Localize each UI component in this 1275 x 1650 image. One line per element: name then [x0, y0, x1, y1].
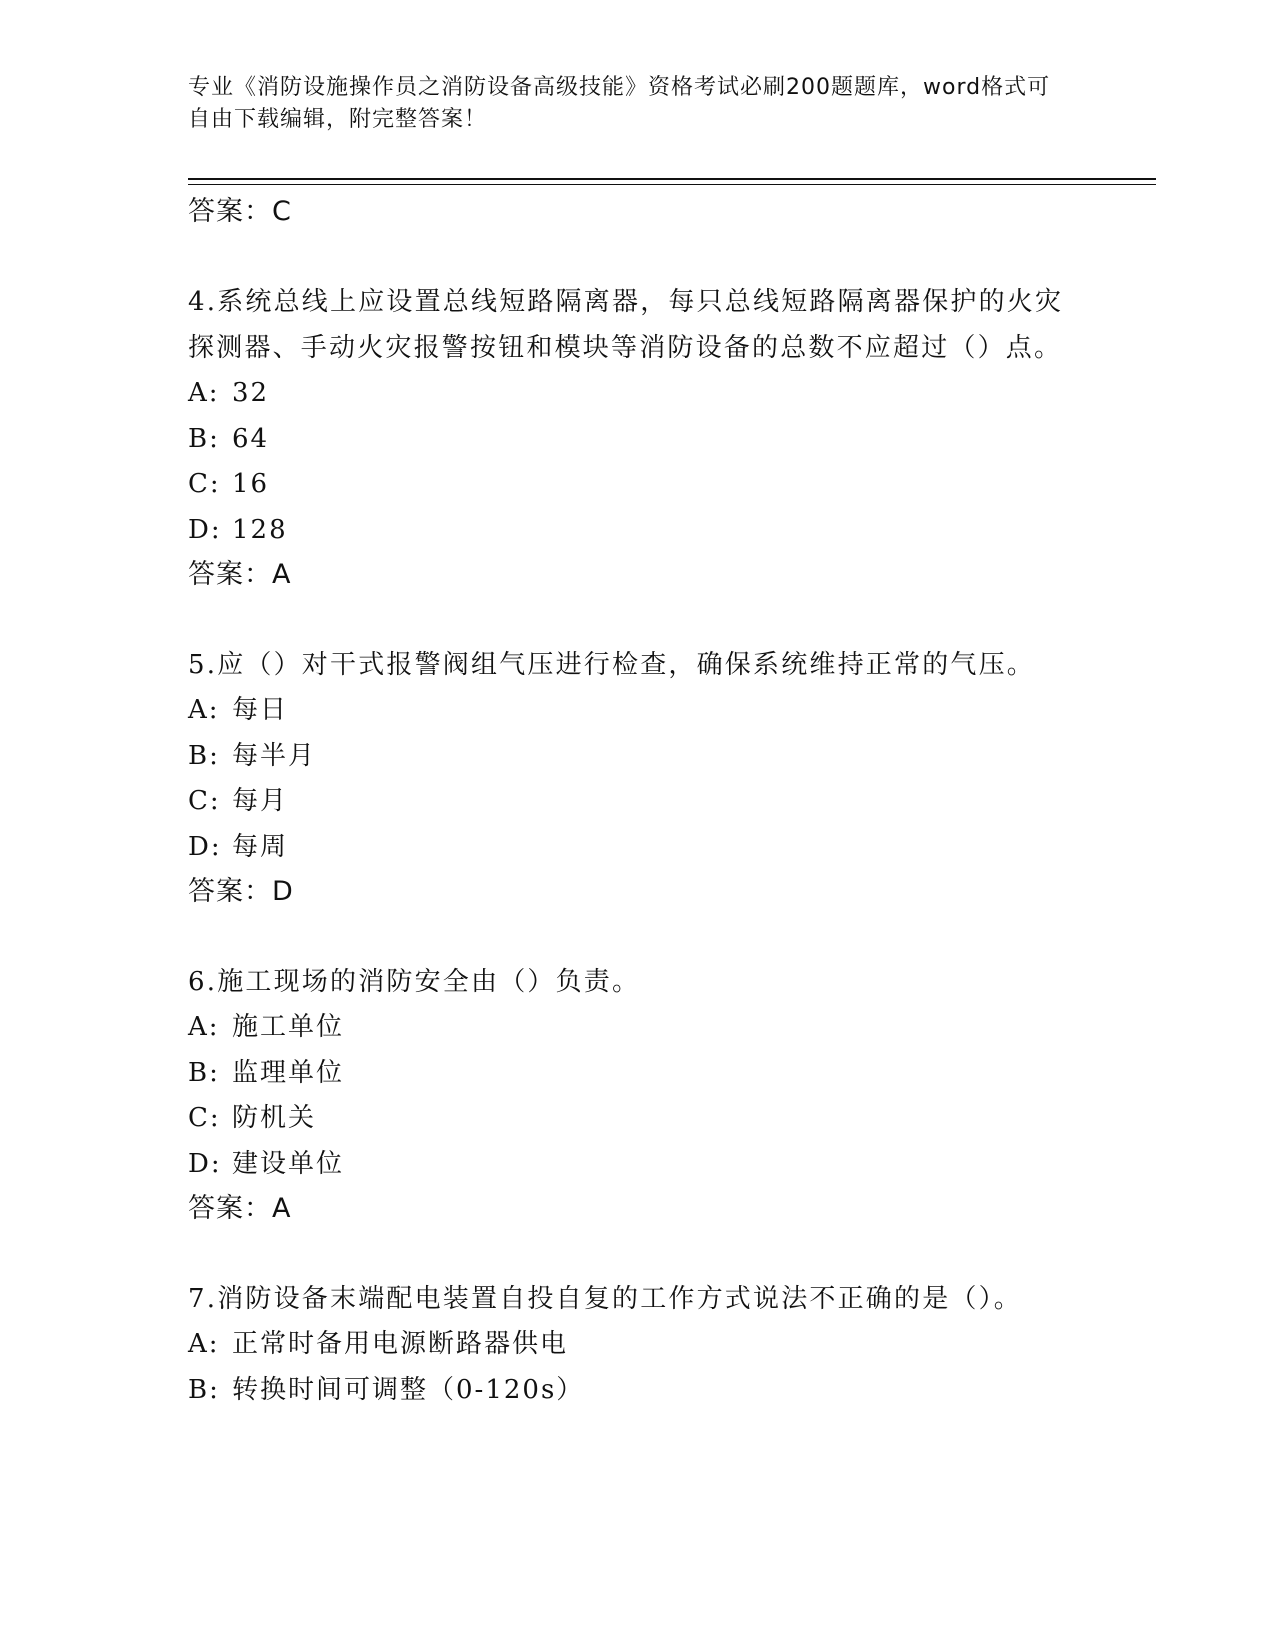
- option-key: B:: [188, 740, 220, 771]
- option-key: B:: [188, 1374, 220, 1405]
- option-a: [188, 1005, 1068, 1051]
- option-b: [188, 1368, 1068, 1414]
- question-stem: 6.施工现场的消防安全由（）负责。: [188, 967, 641, 997]
- option-key: D:: [188, 514, 222, 545]
- option-text: 施工单位: [232, 1012, 345, 1042]
- option-d: [188, 1142, 1068, 1188]
- option-key: A:: [188, 1329, 220, 1359]
- question-3-answer: 答案：C: [188, 196, 292, 227]
- option-text: 每月: [232, 786, 289, 816]
- option-key: C:: [188, 786, 221, 816]
- question-6: [188, 959, 1068, 1231]
- document-header: 专业《消防设施操作员之消防设备高级技能》资格考试必刷200题题库，word格式可自由下载编辑，附完整答案！: [188, 75, 1051, 132]
- option-key: A:: [188, 378, 220, 408]
- option-a: [188, 1322, 1068, 1368]
- option-text: 128: [232, 514, 288, 545]
- option-key: D:: [188, 1148, 222, 1179]
- option-text: 转换时间可调整（0-120s）: [232, 1374, 585, 1405]
- option-key: C:: [188, 469, 221, 499]
- option-key: C:: [188, 1103, 221, 1133]
- option-text: 32: [232, 378, 270, 408]
- option-text: 防机关: [232, 1103, 317, 1133]
- option-text: 监理单位: [232, 1057, 345, 1088]
- option-key: B:: [188, 423, 220, 454]
- question-4: [188, 279, 1068, 597]
- option-a: [188, 371, 1068, 417]
- question-answer: 答案：D: [188, 876, 294, 907]
- question-stem: 4.系统总线上应设置总线短路隔离器，每只总线短路隔离器保护的火灾探测器、手动火灾报警按钮和模块等消防设备的总数不应超过（）点。: [188, 287, 1064, 363]
- option-d: [188, 825, 1068, 871]
- question-answer: 答案：A: [188, 559, 292, 590]
- question-answer: 答案：A: [188, 1193, 292, 1224]
- option-text: 正常时备用电源断路器供电: [232, 1329, 569, 1359]
- option-b: [188, 1051, 1068, 1097]
- option-key: A:: [188, 695, 220, 725]
- option-text: 每半月: [232, 740, 317, 771]
- option-d: [188, 508, 1068, 554]
- question-stem: 5.应（）对干式报警阀组气压进行检查，确保系统维持正常的气压。: [188, 650, 1036, 680]
- option-b: [188, 417, 1068, 463]
- option-key: B:: [188, 1057, 220, 1088]
- question-list: [188, 190, 1068, 1413]
- option-c: [188, 1096, 1068, 1142]
- option-key: A:: [188, 1012, 220, 1042]
- option-text: 每周: [232, 831, 289, 862]
- option-text: 64: [232, 423, 270, 454]
- option-b: [188, 734, 1068, 780]
- question-stem: 7.消防设备末端配电装置自投自复的工作方式说法不正确的是（）。: [188, 1284, 1023, 1314]
- option-a: [188, 688, 1068, 734]
- option-text: 每日: [232, 695, 289, 725]
- option-c: [188, 462, 1068, 508]
- option-text: 16: [232, 469, 270, 499]
- option-c: [188, 779, 1068, 825]
- question-7: [188, 1276, 1068, 1413]
- header-rule-thin: [188, 184, 1156, 185]
- question-5: [188, 642, 1068, 914]
- option-text: 建设单位: [232, 1148, 345, 1179]
- option-key: D:: [188, 831, 222, 862]
- header-rule-thick: [188, 178, 1156, 180]
